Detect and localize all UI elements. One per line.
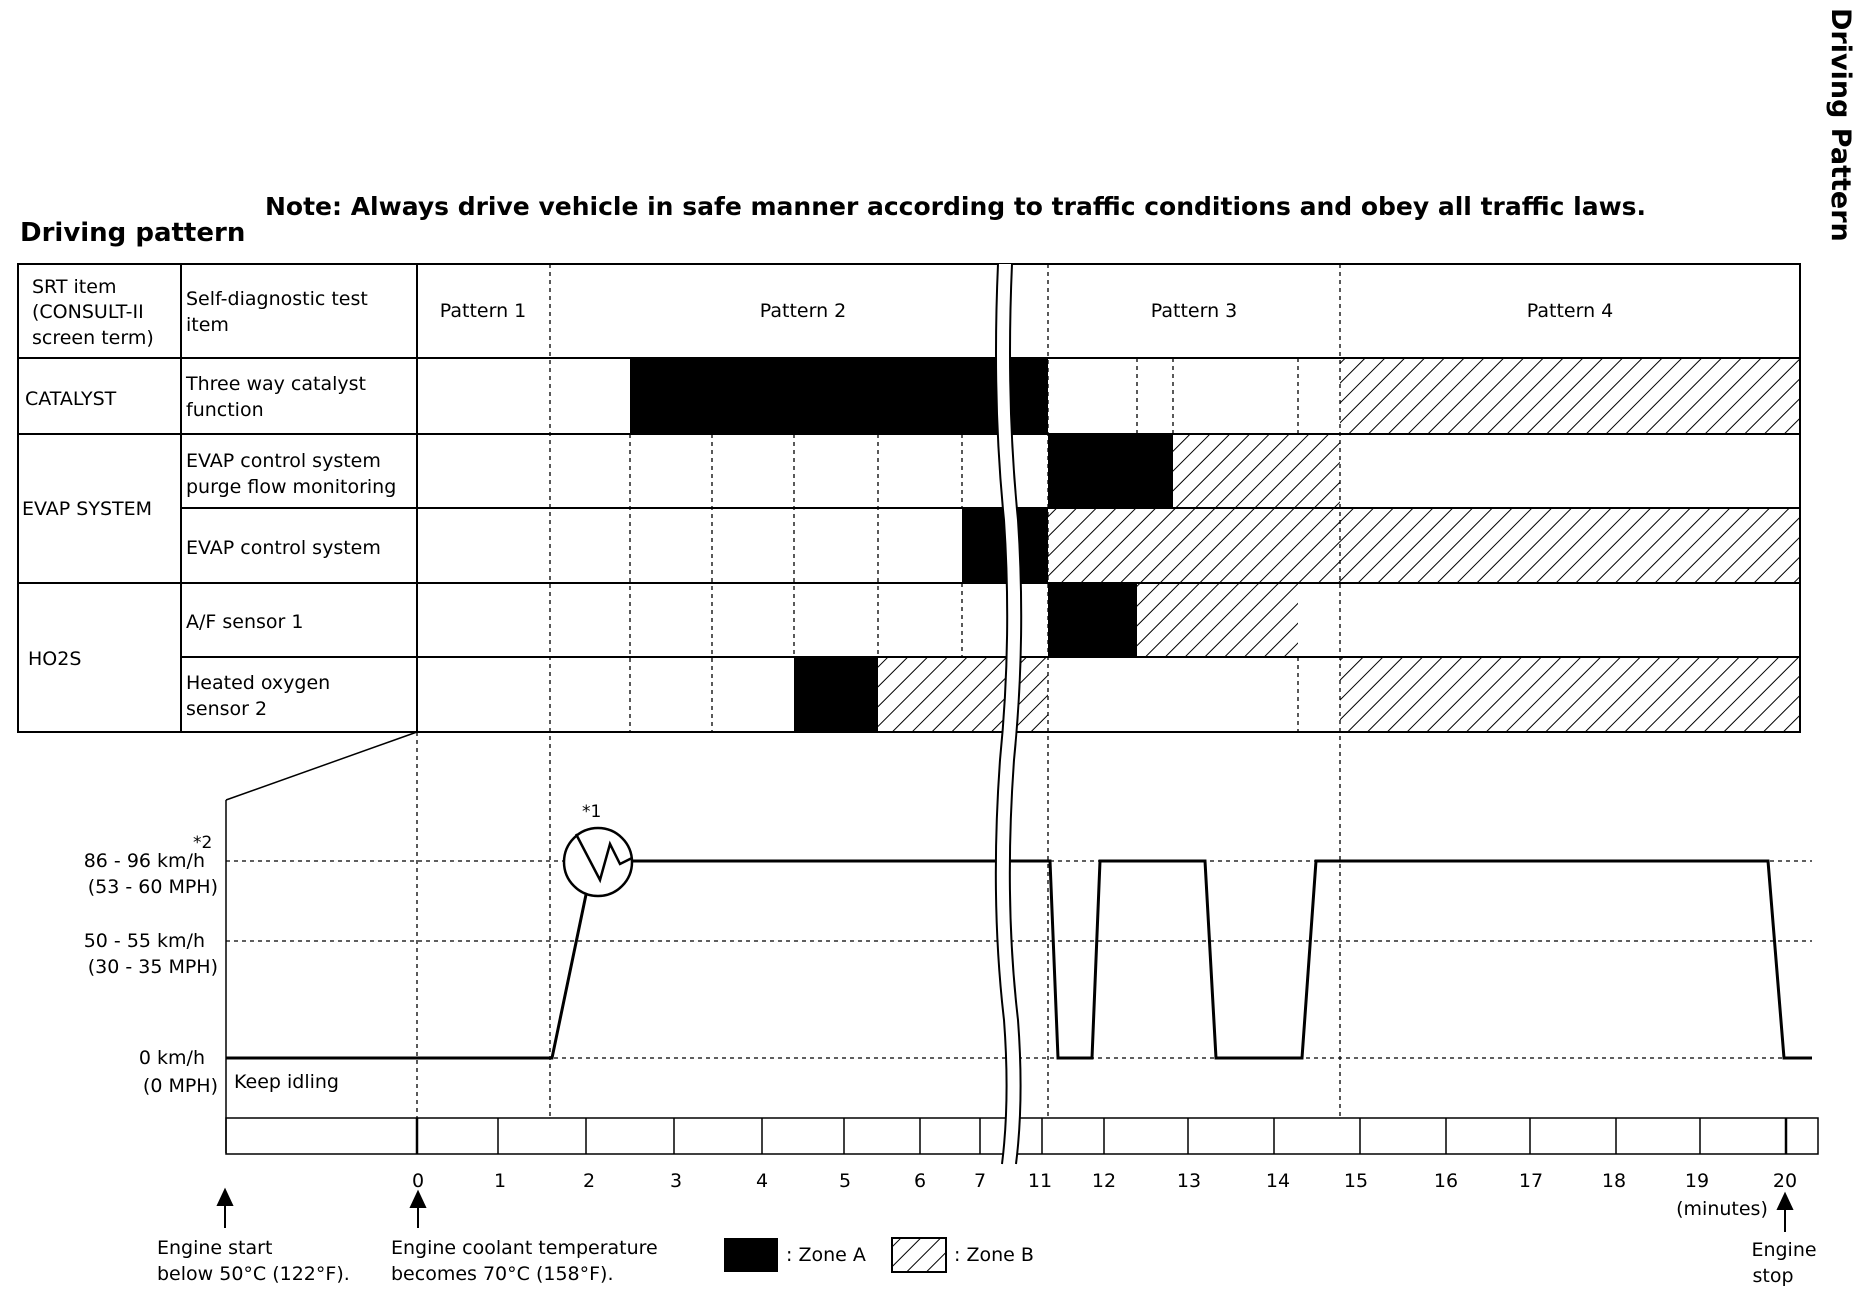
srt-evap: EVAP SYSTEM: [22, 498, 153, 520]
legend-zone-b-swatch: [892, 1238, 946, 1272]
section-title: Driving pattern: [20, 218, 246, 248]
header-srt-line2: (CONSULT-II: [32, 301, 144, 323]
mid-speed-label-mph: (30 - 35 MPH): [87, 956, 218, 978]
engine-start-line1: Engine start: [157, 1237, 273, 1259]
srt-ho2s: HO2S: [28, 648, 82, 670]
time-label-1: 1: [493, 1170, 507, 1192]
time-label-7: 7: [973, 1170, 987, 1192]
time-label-18: 18: [1601, 1170, 1627, 1192]
time-label-2: 2: [582, 1170, 596, 1192]
header-srt-line1: SRT item: [32, 276, 117, 298]
time-label-3: 3: [669, 1170, 683, 1192]
time-label-17: 17: [1518, 1170, 1544, 1192]
time-label-5: 5: [838, 1170, 852, 1192]
zoom-line: [226, 732, 417, 800]
legend: [724, 1238, 1034, 1272]
time-label-12: 12: [1091, 1170, 1117, 1192]
ho2s2-zone-b-late: [1340, 657, 1800, 732]
item-af-sensor: A/F sensor 1: [186, 611, 304, 633]
speed-plot: [84, 732, 1812, 1153]
pattern-4-label: Pattern 4: [1526, 300, 1614, 322]
srt-catalyst: CATALYST: [25, 388, 117, 410]
arrow-engine-stop-icon: [1778, 1194, 1792, 1209]
time-bar: [226, 1118, 1818, 1154]
ho2s2-zone-a: [794, 657, 878, 732]
time-label-4: 4: [755, 1170, 769, 1192]
engine-start-line2: below 50°C (122°F).: [157, 1263, 350, 1285]
item-catalyst-line2: function: [186, 399, 264, 421]
time-label-6: 6: [913, 1170, 927, 1192]
item-purge-line1: EVAP control system: [186, 450, 381, 472]
af-sensor-zone-b: [1137, 583, 1298, 657]
time-label-15: 15: [1343, 1170, 1369, 1192]
event-arrows: [218, 1190, 1792, 1232]
time-bar-frame: [226, 1118, 1818, 1154]
time-label-14: 14: [1265, 1170, 1291, 1192]
pattern-1-label: Pattern 1: [439, 300, 527, 322]
ho2s2-zone-b: [878, 657, 1048, 732]
header-test-line2: item: [186, 314, 229, 336]
purge-flow-zone-b: [1173, 434, 1340, 508]
item-evap: EVAP control system: [186, 537, 381, 559]
high-speed-label-kmh: 86 - 96 km/h: [83, 850, 205, 872]
legend-zone-a-swatch: [724, 1238, 778, 1272]
header-test-line1: Self-diagnostic test: [186, 288, 368, 310]
item-catalyst-line1: Three way catalyst: [186, 373, 366, 395]
zero-speed-label-mph: (0 MPH): [142, 1075, 218, 1097]
legend-zone-a-label: : Zone A: [786, 1244, 866, 1266]
time-bar-ticks: [417, 1118, 1786, 1154]
pattern-3-label: Pattern 3: [1150, 300, 1238, 322]
catalyst-zone-b: [1340, 358, 1800, 434]
safety-note: Note: Always drive vehicle in safe manner according to traffic conditions and obey all traffic laws.: [265, 192, 1647, 221]
engine-stop-line2: stop: [1752, 1265, 1794, 1287]
high-speed-note: *2: [193, 833, 213, 853]
coolant-line2: becomes 70°C (158°F).: [391, 1263, 614, 1285]
time-label-0: 0: [411, 1170, 425, 1192]
arrow-engine-start-icon: [218, 1190, 232, 1205]
pattern-2-label: Pattern 2: [759, 300, 847, 322]
evap-zone-b: [1048, 508, 1800, 583]
item-ho2s2-line1: Heated oxygen: [186, 672, 331, 694]
time-label-13: 13: [1176, 1170, 1202, 1192]
item-ho2s2-line2: sensor 2: [186, 698, 268, 720]
time-label-11: 11: [1027, 1170, 1053, 1192]
mid-speed-label-kmh: 50 - 55 km/h: [83, 930, 205, 952]
zero-speed-label-kmh: 0 km/h: [138, 1047, 205, 1069]
time-label-20: 20: [1772, 1170, 1798, 1192]
header-srt-line3: screen term): [32, 327, 154, 349]
side-title: Driving Pattern: [1825, 8, 1856, 242]
item-purge-line2: purge flow monitoring: [186, 476, 397, 498]
engine-stop-line1: Engine: [1751, 1239, 1817, 1261]
purge-flow-zone-a: [1048, 434, 1173, 508]
catalyst-zone-a: [630, 358, 1048, 434]
time-label-19: 19: [1684, 1170, 1710, 1192]
idle-label: Keep idling: [234, 1071, 339, 1093]
high-speed-label-mph: (53 - 60 MPH): [87, 876, 218, 898]
accel-note: *1: [582, 802, 602, 822]
af-sensor-zone-a: [1048, 583, 1137, 657]
time-label-16: 16: [1433, 1170, 1459, 1192]
zone-blocks: [630, 358, 1800, 732]
time-unit-label: (minutes): [1676, 1198, 1768, 1220]
legend-zone-b-label: : Zone B: [954, 1244, 1034, 1266]
arrow-coolant-icon: [411, 1192, 425, 1207]
time-tick-labels: [412, 1170, 1797, 1220]
coolant-line1: Engine coolant temperature: [391, 1237, 658, 1259]
